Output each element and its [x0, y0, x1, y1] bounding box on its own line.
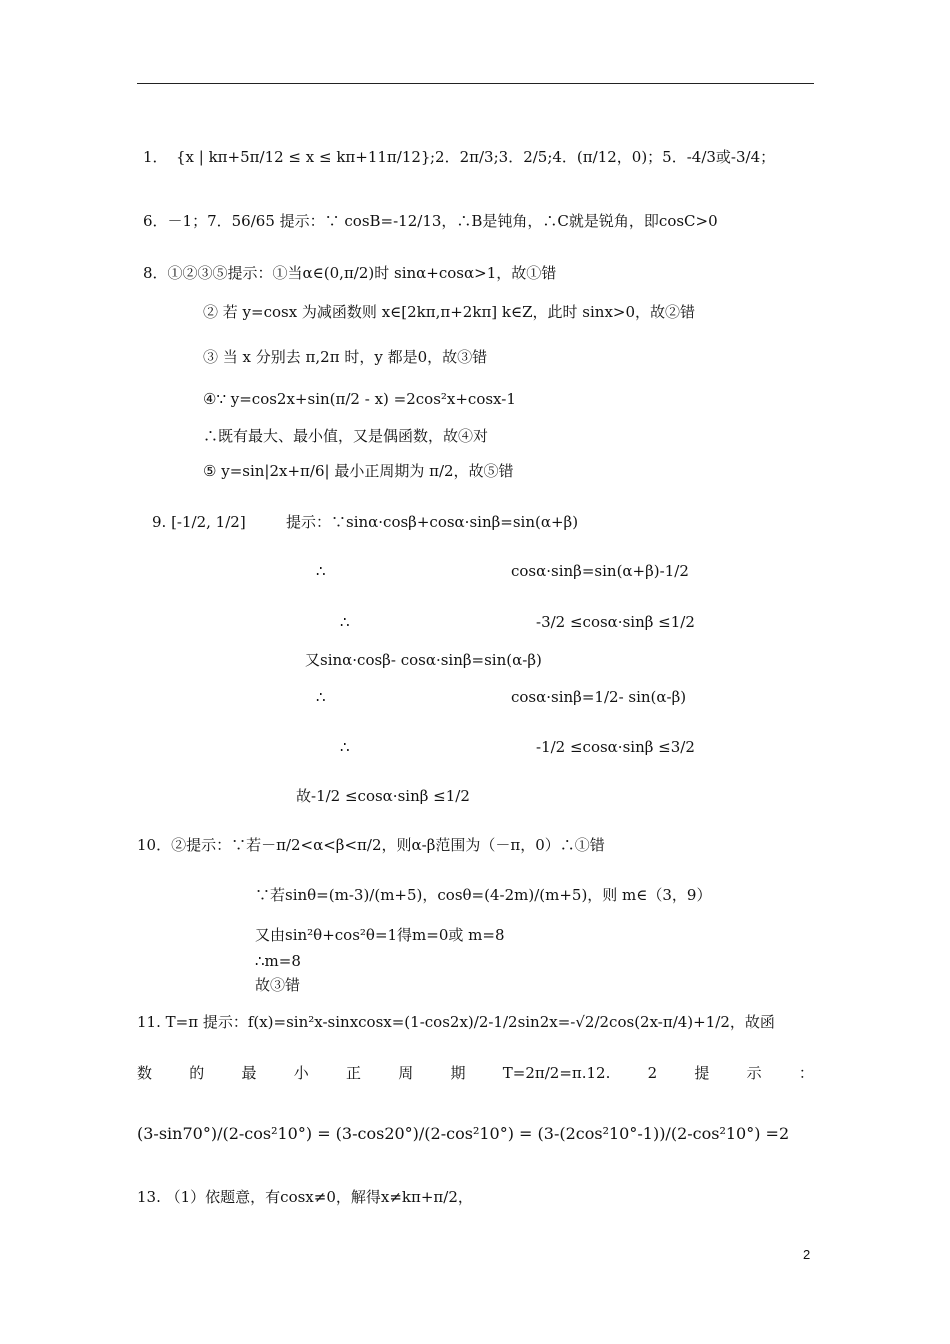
answer-11: 11. T=π 提示：f(x)=sin²x-sinxcosx=(1-cos2x)/2-1/2sin2x=-√2/2cos(2x-π/4)+1/2，故函 [137, 1013, 775, 1031]
answer-10: 10．②提示：∵若－π/2<α<β<π/2，则α-β范围为（－π，0）∴①错 [137, 836, 605, 854]
answer-1-label: 1． [143, 148, 168, 166]
answer-9-step-3: 又sinα·cosβ- cosα·sinβ=sin(α-β) [305, 651, 542, 669]
therefore-symbol: ∴ [340, 738, 350, 756]
answer-8-item-4-conclusion: ∴既有最大、最小值，又是偶函数，故④对 [203, 427, 489, 445]
answer-8-item-3: ③ 当 x 分别去 π,2π 时，y 都是0，故③错 [203, 348, 488, 366]
answer-9-step-1: cosα·sinβ=sin(α+β)-1/2 [511, 562, 689, 580]
answer-12-equation: (3-sin70°)/(2-cos²10°) = (3-cos20°)/(2-cos²10°) = (3-(2cos²10°-1))/(2-cos²10°) =2 [137, 1124, 790, 1143]
answer-1-rest: ;2．2π/3;3．2/5;4．(π/12，0)；5．-4/3或-3/4； [430, 148, 776, 166]
spread-word: 正 [346, 1064, 362, 1082]
spread-word: 最 [241, 1064, 257, 1082]
therefore-symbol: ∴ [316, 688, 326, 706]
answer-9-hint: 提示：∵sinα·cosβ+cosα·sinβ=sin(α+β) [286, 513, 579, 531]
therefore-symbol: ∴ [316, 562, 326, 580]
spread-word: 周 [398, 1064, 414, 1082]
spread-word: 的 [189, 1064, 205, 1082]
answer-10-step-5: 故③错 [255, 976, 301, 994]
spread-word: 2 [647, 1063, 658, 1082]
answer-9-step-4: cosα·sinβ=1/2- sin(α-β) [511, 688, 687, 706]
answer-8-item-2: ② 若 y=cosx 为减函数则 x∈[2kπ,π+2kπ] k∈Z，此时 sinx>0，故②错 [203, 303, 696, 321]
answer-9-step-2: -3/2 ≤cosα·sinβ ≤1/2 [536, 613, 695, 631]
spread-word: 示 [746, 1064, 762, 1082]
answer-1-set: {x | kπ+5π/12 ≤ x ≤ kπ+11π/12} [176, 148, 431, 166]
answer-8-item-4: ④∵ y=cos2x+sin(π/2 - x) =2cos²x+cosx-1 [203, 390, 516, 408]
spread-word: 数 [137, 1064, 153, 1082]
answer-10-step-3: 又由sin²θ+cos²θ=1得m=0或 m=8 [255, 926, 505, 944]
spread-word: 提 [694, 1064, 710, 1082]
spread-word: T=2π/2=π.12. [502, 1063, 611, 1082]
header-rule [137, 83, 814, 84]
spread-word: ： [798, 1064, 814, 1082]
page-number: 2 [803, 1247, 811, 1262]
answer-8: 8．①②③⑤提示：①当α∈(0,π/2)时 sinα+cosα>1，故①错 [143, 264, 557, 282]
answer-9-step-5: -1/2 ≤cosα·sinβ ≤3/2 [536, 738, 695, 756]
answer-9-head: 9. [-1/2, 1/2] [152, 513, 246, 531]
spread-word: 期 [450, 1064, 466, 1082]
answer-11-spread-line [137, 1062, 814, 1083]
answer-6-7: 6．－1；7．56/65 提示：∵ cosB=-12/13，∴B是钝角，∴C就是锐角，即cosC>0 [143, 212, 718, 230]
answer-9-conclusion: 故-1/2 ≤cosα·sinβ ≤1/2 [296, 787, 470, 805]
therefore-symbol: ∴ [340, 613, 350, 631]
answer-10-step-4: ∴m=8 [255, 952, 301, 970]
answer-13: 13. （1）依题意，有cosx≠0，解得x≠kπ+π/2， [137, 1188, 473, 1206]
answer-10-step-2: ∵若sinθ=(m-3)/(m+5)，cosθ=(4-2m)/(m+5)，则 m∈（3，9） [255, 886, 712, 904]
spread-word: 小 [293, 1064, 309, 1082]
answer-8-item-5: ⑤ y=sin|2x+π/6| 最小正周期为 π/2，故⑤错 [203, 462, 514, 480]
